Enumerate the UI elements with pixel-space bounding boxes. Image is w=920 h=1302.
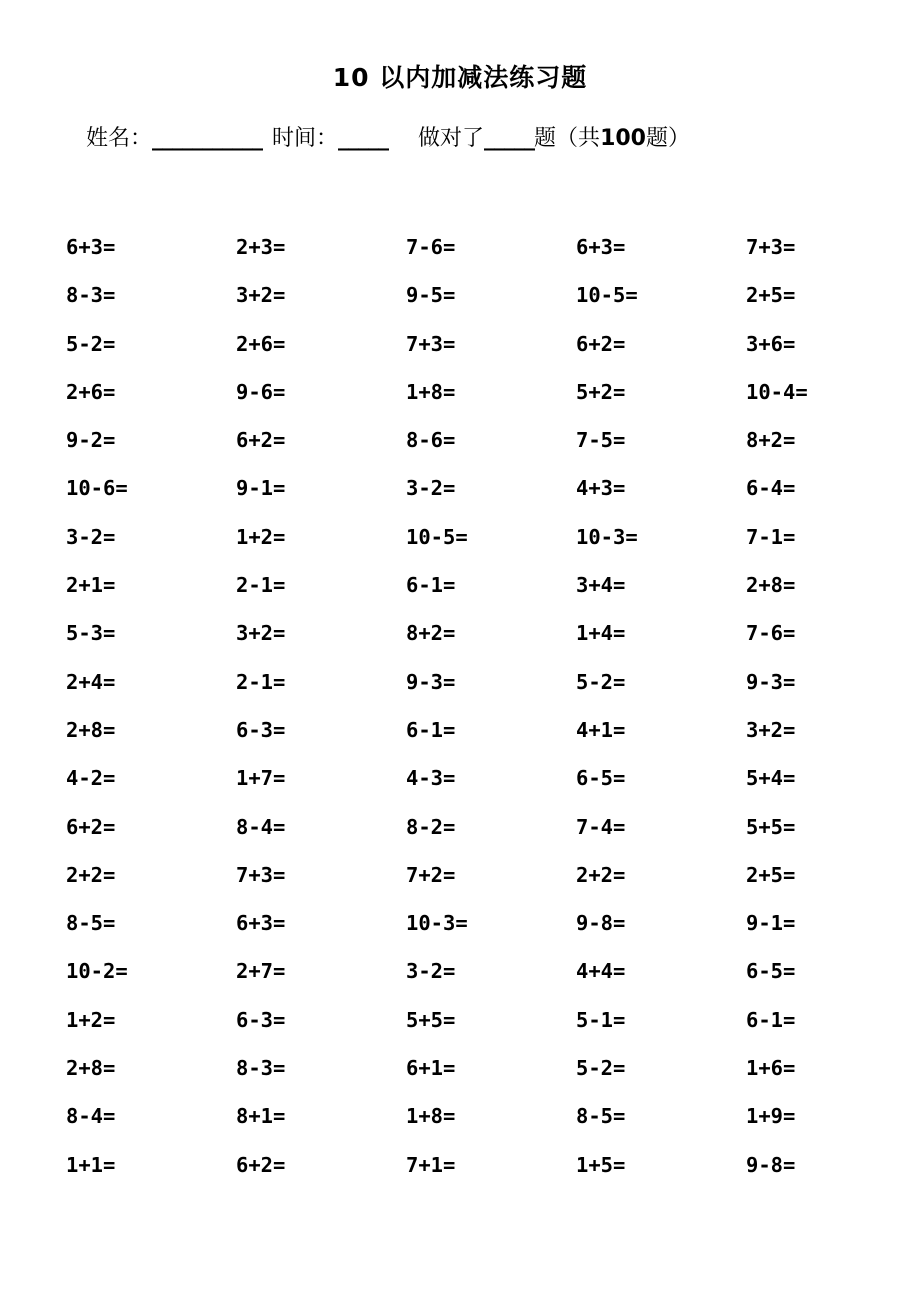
problem-item: 2+8= — [66, 717, 116, 742]
problem-item: 6-4= — [746, 476, 796, 501]
problem-item: 10-5= — [406, 524, 468, 549]
problem-item: 9-1= — [236, 476, 286, 501]
problem-item: 7-5= — [576, 428, 626, 453]
problem-item: 5-2= — [66, 331, 116, 356]
problem-item: 6+3= — [66, 235, 116, 259]
problem-item: 1+7= — [236, 766, 286, 791]
problem-item: 2+2= — [66, 862, 116, 887]
problem-item: 1+2= — [236, 524, 286, 549]
problem-grid — [66, 226, 916, 1192]
problem-item: 5+5= — [406, 1007, 456, 1032]
problem-item: 6-1= — [746, 1007, 796, 1032]
problem-item: 3+6= — [746, 331, 796, 356]
problem-item: 3-2= — [406, 476, 456, 501]
problem-item: 7+1= — [406, 1152, 456, 1177]
problem-item: 7+3= — [406, 331, 456, 356]
problem-item: 2+4= — [66, 669, 116, 694]
problem-item: 4+4= — [576, 959, 626, 984]
correct-count-blank[interactable]: _____ — [484, 126, 535, 151]
problem-item: 9-3= — [746, 669, 796, 694]
problem-item: 2+6= — [236, 331, 286, 356]
problem-item: 7-1= — [746, 524, 796, 549]
problem-item: 1+6= — [746, 1056, 796, 1081]
problem-item: 8-6= — [406, 428, 456, 453]
problem-item: 6+2= — [236, 428, 286, 453]
problem-item: 3+2= — [746, 717, 796, 742]
problem-item: 2+3= — [236, 235, 286, 259]
time-blank[interactable]: _____ — [338, 126, 389, 151]
problem-item: 5+4= — [746, 766, 796, 791]
problem-item: 1+2= — [66, 1007, 116, 1032]
problem-item: 6-5= — [576, 766, 626, 791]
problem-item: 1+1= — [66, 1152, 116, 1177]
correct-label: 做对了 — [418, 126, 485, 151]
problem-item: 10-3= — [406, 911, 468, 936]
problem-item: 5-2= — [576, 1056, 626, 1081]
problem-item: 7+2= — [406, 862, 456, 887]
problem-item: 6-1= — [406, 717, 456, 742]
problem-item: 6-1= — [406, 573, 456, 598]
problem-item: 10-2= — [66, 959, 128, 984]
problem-item: 5-1= — [576, 1007, 626, 1032]
problem-item: 7-4= — [576, 814, 626, 839]
problem-item: 8+2= — [746, 428, 796, 453]
problem-item: 3-2= — [66, 524, 116, 549]
problem-item: 5-3= — [66, 621, 116, 646]
problem-item: 8-4= — [236, 814, 286, 839]
problem-item: 8-5= — [576, 1104, 626, 1129]
problem-item: 1+8= — [406, 1104, 456, 1129]
problem-item: 6-3= — [236, 717, 286, 742]
problem-item: 8-5= — [66, 911, 116, 936]
problem-item: 2+5= — [746, 862, 796, 887]
problem-item: 4+1= — [576, 717, 626, 742]
problem-item: 2+1= — [66, 573, 116, 598]
problem-item: 8+2= — [406, 621, 456, 646]
problem-item: 6+2= — [576, 331, 626, 356]
question-end: 题） — [646, 126, 691, 151]
problem-item: 2+2= — [576, 862, 626, 887]
problem-item: 7+3= — [236, 862, 286, 887]
problem-item: 4+3= — [576, 476, 626, 501]
problem-item: 2+8= — [746, 573, 796, 598]
problem-item: 8-3= — [66, 283, 116, 308]
problem-item: 6+3= — [236, 911, 286, 936]
problem-item: 6-3= — [236, 1007, 286, 1032]
problem-item: 2+7= — [236, 959, 286, 984]
problem-item: 3+2= — [236, 283, 286, 308]
problem-item: 5-2= — [576, 669, 626, 694]
problem-item: 3+2= — [236, 621, 286, 646]
problem-item: 7-6= — [746, 621, 796, 646]
problem-item: 6+1= — [406, 1056, 456, 1081]
problem-item: 2+6= — [66, 379, 116, 404]
problem-item: 10-5= — [576, 283, 638, 308]
problem-item: 7+3= — [746, 235, 796, 259]
problem-item: 6-5= — [746, 959, 796, 984]
problem-item: 9-5= — [406, 283, 456, 308]
question-word: 题（共 — [534, 126, 601, 151]
name-label: 姓名： — [86, 126, 153, 151]
student-info-line — [86, 119, 886, 159]
problem-item: 2-1= — [236, 669, 286, 694]
problem-item: 4-2= — [66, 766, 116, 791]
problem-item: 9-6= — [236, 379, 286, 404]
problem-item: 10-3= — [576, 524, 638, 549]
problem-item: 8-4= — [66, 1104, 116, 1129]
problem-item: 9-8= — [746, 1152, 796, 1177]
problem-item: 1+9= — [746, 1104, 796, 1129]
page-title: 10 以内加减法练习题 — [332, 63, 588, 92]
problem-item: 9-1= — [746, 911, 796, 936]
problem-item: 10-6= — [66, 476, 128, 501]
problem-item: 8+1= — [236, 1104, 286, 1129]
problem-item: 9-8= — [576, 911, 626, 936]
name-blank[interactable]: ___________ — [152, 126, 263, 151]
problem-item: 4-3= — [406, 766, 456, 791]
problem-item: 1+5= — [576, 1152, 626, 1177]
problem-item: 1+4= — [576, 621, 626, 646]
problem-item: 1+8= — [406, 379, 456, 404]
problem-item: 10-4= — [746, 379, 808, 404]
problem-item: 8-3= — [236, 1056, 286, 1081]
problem-item: 6+3= — [576, 235, 626, 259]
problem-item: 3+4= — [576, 573, 626, 598]
problem-item: 2-1= — [236, 573, 286, 598]
problem-item: 8-2= — [406, 814, 456, 839]
problem-item: 3-2= — [406, 959, 456, 984]
time-label: 时间： — [272, 126, 339, 151]
problem-item: 6+2= — [66, 814, 116, 839]
problem-item: 9-2= — [66, 428, 116, 453]
problem-item: 5+2= — [576, 379, 626, 404]
problem-item: 6+2= — [236, 1152, 286, 1177]
problem-item: 7-6= — [406, 235, 456, 259]
problem-item: 2+8= — [66, 1056, 116, 1081]
problem-item: 5+5= — [746, 814, 796, 839]
problem-item: 2+5= — [746, 283, 796, 308]
problem-item: 9-3= — [406, 669, 456, 694]
total-count: 100 — [600, 126, 646, 151]
